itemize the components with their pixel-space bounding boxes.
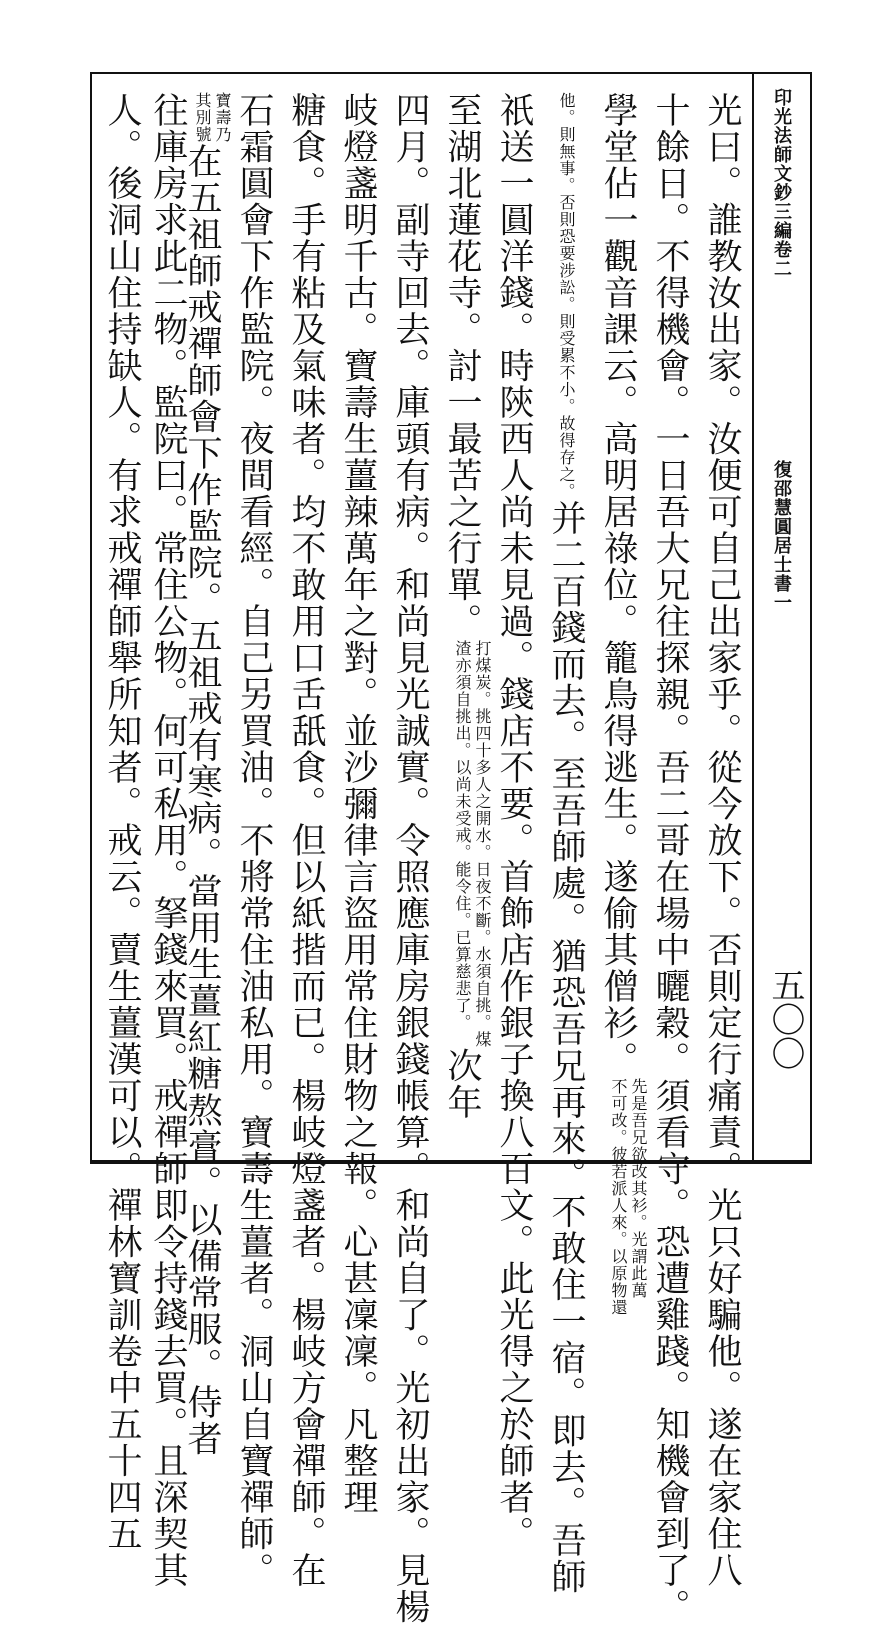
column-text: 祇送一圓洋錢。時陝西人尚未見過。錢店不要。首飾店作銀子換八百文。此光得之於師者。 xyxy=(494,92,534,1552)
column-text: 人。後洞山住持缺人。有求戒禪師舉所知者。戒云。賣生薑漢可以。禪林寶訓卷中五十四五 xyxy=(102,92,142,1552)
text-column-10 xyxy=(232,92,276,1589)
column-text: 十餘日。不得機會。一日吾大兄往探親。吾二哥在場中曬穀。須看守。恐遭雞踐。知機會到了。 xyxy=(650,92,690,1625)
left-rule xyxy=(90,72,92,1164)
column-text-tail: 次年 xyxy=(442,1047,482,1121)
inline-note xyxy=(192,92,232,143)
text-column-13 xyxy=(100,92,144,1552)
column-text: 石霜圓會下作監院。夜間看經。自己另買油。不將常住油私用。寶壽生薑者。洞山自寶禪師。 xyxy=(234,92,274,1589)
note-line: 他。則無事。否則恐要涉訟。則受累不小。故得存之。 xyxy=(557,92,576,500)
note-line-left: 不可改。彼若派人來。以原物還 xyxy=(609,1077,628,1316)
note-line-left: 渣亦須自挑出。以尚未受戒。能令住。已算慈悲了。 xyxy=(453,639,472,1031)
note-line-right: 打煤炭。挑四十多人之開水。日夜不斷。水須自挑。煤 xyxy=(473,639,492,1048)
text-column-2 xyxy=(648,92,692,1625)
text-column-7 xyxy=(388,92,432,1625)
note-line-right: 先是吾兄欲改其衫。光謂此萬 xyxy=(629,1077,648,1299)
inline-note xyxy=(608,1078,648,1316)
text-column-6 xyxy=(440,92,492,1152)
column-text: 至湖北蓮花寺。討一最苦之行單。 xyxy=(442,92,482,640)
text-column-9 xyxy=(284,92,328,1589)
page-number: 五〇〇 xyxy=(765,968,805,1070)
text-column-3 xyxy=(596,92,648,1316)
text-column-12 xyxy=(146,92,190,1589)
column-text: 在五祖師戒禪師會下作監院。五祖戒有寒病。當用生薑紅糖熬膏。以備常服。侍者 xyxy=(182,143,222,1457)
inline-note xyxy=(556,92,576,500)
column-text: 學堂佔一觀音課云。高明居祿位。籠鳥得逃生。遂偷其僧衫。 xyxy=(598,92,638,1078)
inline-note xyxy=(452,640,492,1048)
column-text: 光曰。誰教汝出家。汝便可自己出家乎。從今放下。否則定行痛責。光只好騙他。遂在家住八 xyxy=(702,92,742,1589)
top-rule xyxy=(90,72,812,74)
note-line-left: 其別號 xyxy=(193,92,212,143)
text-column-4 xyxy=(544,92,588,1595)
header-divider-rule xyxy=(752,72,754,1164)
text-column-5 xyxy=(492,92,536,1552)
column-text: 往庫房求此二物。監院曰。常住公物。何可私用。拏錢來買。戒禪師即令持錢去買。且深契其 xyxy=(148,92,188,1589)
section-title: 復邵慧圓居士書一 xyxy=(771,460,792,612)
column-text: 糖食。手有粘及氣味者。均不敢用口舌舐食。但以紙揩而已。楊岐燈盞者。楊岐方會禪師。在 xyxy=(286,92,326,1589)
note-line-right: 寶壽乃 xyxy=(213,92,232,143)
column-text: 岐燈盞明千古。寶壽生薑辣萬年之對。並沙彌律言盜用常住財物之報。心甚凜凜。凡整理 xyxy=(338,92,378,1516)
book-title: 印光法師文鈔三編卷二 xyxy=(771,88,792,278)
column-text: 并二百錢而去。至吾師處。猶恐吾兄再來。不敢住一宿。即去。吾師 xyxy=(546,500,586,1595)
right-rule xyxy=(810,72,812,1164)
column-text: 四月。副寺回去。庫頭有病。和尚見光誠實。令照應庫房銀錢帳算。和尚自了。光初出家。見楊 xyxy=(390,92,430,1625)
text-column-8 xyxy=(336,92,380,1516)
text-column-1 xyxy=(700,92,744,1589)
